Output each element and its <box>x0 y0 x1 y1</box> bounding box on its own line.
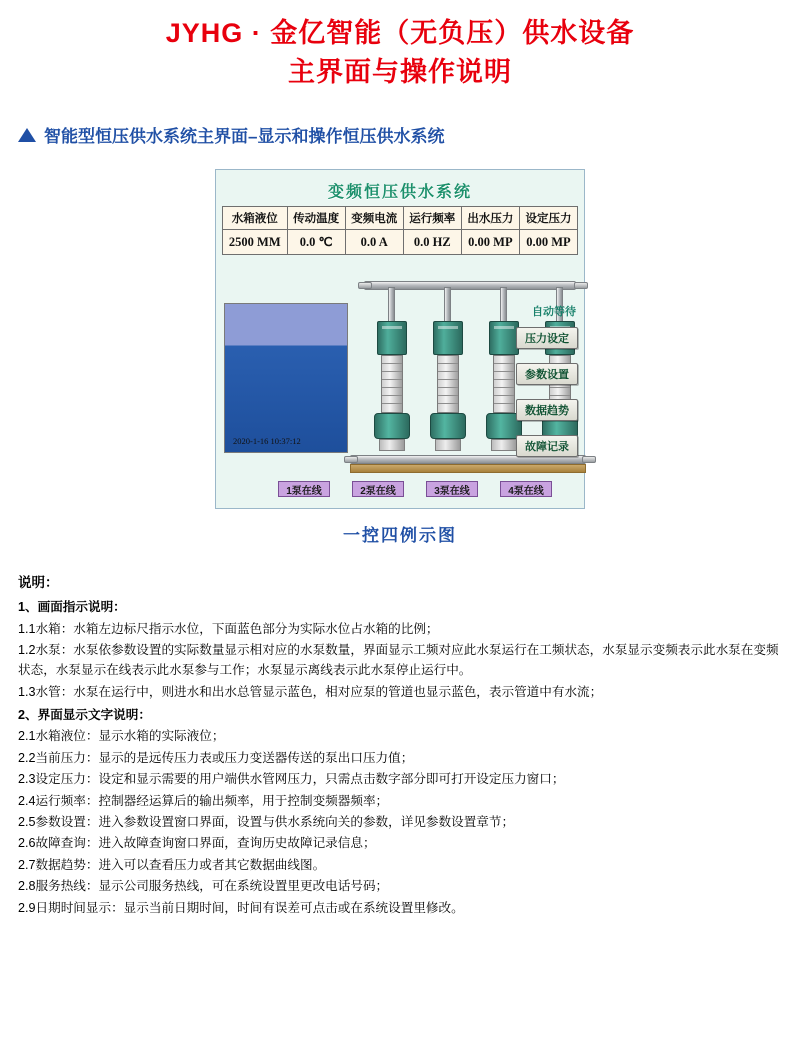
parameter-setting-button[interactable]: 参数设置 <box>516 363 578 385</box>
pipe-cap-bottom-left-icon <box>344 456 358 463</box>
hmi-button-column <box>516 327 578 457</box>
table-header-cell: 出水压力 <box>461 207 519 230</box>
value-temperature[interactable]: 0.0 ℃ <box>287 230 345 255</box>
notes-item: 2.3设定压力：设定和显示需要的用户端供水管网压力，只需点击数字部分即可打开设定压力窗口； <box>18 772 565 787</box>
pump-head-icon <box>374 413 410 439</box>
value-set-pressure[interactable]: 0.00 MP <box>519 230 577 255</box>
fault-record-button[interactable]: 故障记录 <box>516 435 578 457</box>
pump-motor-icon <box>377 321 407 355</box>
notes-item: 2.6故障查询：进入故障查询窗口界面，查询历史故障记录信息； <box>18 836 376 851</box>
section-heading <box>18 122 800 147</box>
pump-unit-1[interactable] <box>374 321 410 459</box>
notes-item: 2.7数据趋势：进入可以查看压力或者其它数据曲线图。 <box>18 857 326 872</box>
notes-item: 2.1水箱液位：显示水箱的实际液位； <box>18 729 225 744</box>
table-header-cell: 变频电流 <box>345 207 403 230</box>
value-water-level[interactable]: 2500 MM <box>223 230 288 255</box>
table-row-headers <box>223 207 578 230</box>
pump-head-icon <box>430 413 466 439</box>
notes-heading: 说明： <box>18 575 59 591</box>
notes-item: 2.9日期时间显示：显示当前日期时间，时间有误差可点击或在系统设置里修改。 <box>18 900 464 915</box>
page-title-line2: 主界面与操作说明 <box>288 57 512 88</box>
hmi-readout-table <box>222 206 578 255</box>
pump-motor-icon <box>433 321 463 355</box>
table-header-cell: 设定压力 <box>519 207 577 230</box>
hmi-panel-wrapper <box>215 169 585 546</box>
pump-motor-icon <box>489 321 519 355</box>
pump-status-chip-4[interactable]: 4泵在线 <box>500 481 552 497</box>
notes-item: 1.2水泵：水泵依参数设置的实际数量显示相对应的水泵数量，界面显示工频对应此水泵运行在工频状态，水泵显示变频表示此水泵在变频状态，水泵显示在线表示此水泵参与工作；水泵显示离线表示此水泵停止运行中。 <box>18 642 779 678</box>
notes-item: 2.8服务热线：显示公司服务热线，可在系统设置里更改电话号码； <box>18 879 389 894</box>
pump-foot-icon <box>379 439 405 451</box>
notes-item: 2.5参数设置：进入参数设置窗口界面，设置与供水系统向关的参数，详见参数设置章节； <box>18 815 515 830</box>
data-trend-button[interactable]: 数据趋势 <box>516 399 578 421</box>
pump-foot-icon <box>491 439 517 451</box>
pipe-cap-right-icon <box>574 282 588 289</box>
hmi-caption: 一控四例示图 <box>343 526 457 546</box>
water-tank-graphic <box>224 303 348 453</box>
pump-status-chip-row <box>278 481 552 497</box>
hmi-screen <box>215 169 585 509</box>
pump-status-chip-1[interactable]: 1泵在线 <box>278 481 330 497</box>
pipe-cap-left-icon <box>358 282 372 289</box>
page-title-line1: JYHG · 金亿智能（无负压）供水设备 <box>165 18 635 48</box>
pump-unit-2[interactable] <box>430 321 466 459</box>
pump-stages-icon <box>437 355 459 413</box>
page-title <box>0 14 800 92</box>
hmi-graphic-stage <box>222 259 578 503</box>
notes-item: 1.1水箱：水箱左边标尺指示水位，下面蓝色部分为实际水位占水箱的比例； <box>18 621 439 636</box>
table-header-cell: 传动温度 <box>287 207 345 230</box>
pump-status-chip-2[interactable]: 2泵在线 <box>352 481 404 497</box>
notes-item: 1.3水管：水泵在运行中，则进水和出水总管显示蓝色，相对应泵的管道也显示蓝色，表示管道中有水流； <box>18 684 603 699</box>
hmi-screen-title: 变频恒压供水系统 <box>327 184 472 202</box>
notes-item: 2.2当前压力：显示的是远传压力表或压力变送器传送的泵出口压力值； <box>18 750 414 765</box>
top-pipe-graphic <box>364 281 576 290</box>
notes-section <box>18 572 782 918</box>
status-badge-auto-wait: 自动等待 <box>532 306 576 319</box>
table-header-cell: 水箱液位 <box>223 207 288 230</box>
notes-group1-title: 1、画面指示说明： <box>18 600 126 615</box>
value-frequency[interactable]: 0.0 HZ <box>403 230 461 255</box>
triangle-bullet-icon <box>18 128 36 142</box>
notes-group2-title: 2、界面显示文字说明： <box>18 708 151 723</box>
value-current[interactable]: 0.0 A <box>345 230 403 255</box>
pump-foot-icon <box>435 439 461 451</box>
pump-base-graphic <box>350 464 586 473</box>
pump-status-chip-3[interactable]: 3泵在线 <box>426 481 478 497</box>
datetime-display[interactable]: 2020-1-16 10:37:12 <box>233 436 301 447</box>
pressure-setting-button[interactable]: 压力设定 <box>516 327 578 349</box>
value-outlet-pressure[interactable]: 0.00 MP <box>461 230 519 255</box>
table-row-values <box>223 230 578 255</box>
pump-stages-icon <box>381 355 403 413</box>
pipe-cap-bottom-right-icon <box>582 456 596 463</box>
section-heading-label: 智能型恒压供水系统主界面–显示和操作恒压供水系统 <box>44 127 445 147</box>
notes-item: 2.4运行频率：控制器经运算后的输出频率，用于控制变频器频率； <box>18 793 389 808</box>
pump-stages-icon <box>493 355 515 413</box>
table-header-cell: 运行频率 <box>403 207 461 230</box>
